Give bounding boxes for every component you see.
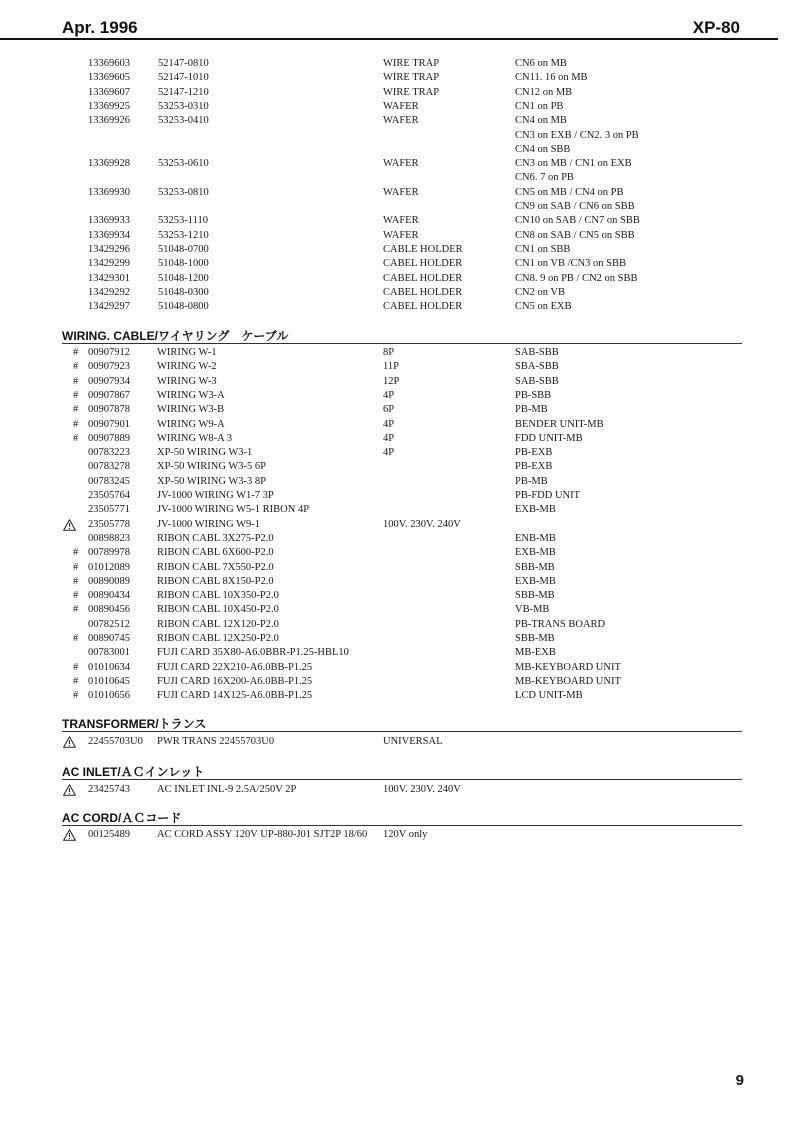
wiring-row [0,646,792,660]
part-code: 13369928 [88,158,130,170]
connector-row [0,157,792,171]
new-part-mark: # [73,347,79,358]
part-number: 52147-1210 [158,86,209,98]
new-part-mark: # [73,432,79,444]
part-location: CN12 on MB [515,86,573,98]
ac-inlet-section-title: AC INLET/ＡＣインレット [62,765,205,779]
part-spec: 4P [383,447,395,459]
part-description: CABEL HOLDER [383,272,463,284]
part-description: FUJI CARD 35X80-A6.0BBR-P1.25-HBL10 [157,647,349,659]
ac-cord-section-title: AC CORD/ＡＣコード [62,811,182,825]
part-description: FUJI CARD 14X125-A6.0BB-P1.25 [157,690,313,702]
connector-row [0,257,792,271]
part-code: 01010634 [88,661,130,673]
connector-row [0,200,792,214]
part-description: WAFER [383,229,419,241]
part-code: 00890456 [88,604,130,616]
part-location: CN1 on PB [515,100,564,112]
new-part-mark: # [73,547,79,559]
part-location: CN6. 7 on PB [515,172,574,184]
part-code: 13429301 [88,272,130,284]
part-description: FUJI CARD 16X200-A6.0BB-P1.25 [157,675,313,687]
part-connection: SBB-MB [515,633,555,644]
part-number: 53253-0410 [158,115,209,127]
connector-row [0,286,792,300]
part-location: CN5 on EXB [515,301,572,313]
part-code: 13369603 [88,58,130,69]
part-code: 00907923 [88,361,130,373]
part-spec: 6P [383,404,395,416]
wiring-row [0,460,792,474]
wiring-section-rule [62,343,742,344]
connector-row [0,86,792,100]
new-part-mark: # [73,690,79,702]
wiring-row [0,532,792,546]
connector-row [0,171,792,185]
part-code: 00907901 [88,418,130,430]
wiring-row [0,661,792,675]
part-description: WAFER [383,186,419,198]
part-description: WIRE TRAP [383,72,440,84]
part-connection: FDD UNIT-MB [515,432,583,444]
wiring-row [0,675,792,689]
ac-cord-code: 00125489 [88,829,130,840]
part-location: CN2 on VB [515,286,565,298]
part-number: 53253-0810 [158,186,209,198]
new-part-mark: # [73,661,79,673]
transformer-spec: UNIVERSAL [383,736,443,747]
part-code: 01012089 [88,561,130,573]
part-connection: SBA-SBB [515,361,559,373]
part-code: 13369605 [88,72,130,84]
part-code: 13429299 [88,258,130,270]
part-code: 23505771 [88,504,130,516]
part-code: 13369934 [88,229,130,241]
connector-row [0,300,792,314]
part-description: WIRING W-3 [157,375,217,387]
transformer-section-title: TRANSFORMER/トランス [62,717,207,731]
part-description: CABEL HOLDER [383,301,463,313]
part-code: 13369926 [88,115,130,127]
part-description: WAFER [383,215,419,227]
new-part-mark: # [73,389,79,401]
part-description: CABLE HOLDER [383,243,463,255]
header-rule [0,38,778,40]
part-description: XP-50 WIRING W3-1 [157,447,253,459]
part-description: JV-1000 WIRING W9-1 [157,518,261,530]
part-description: WIRE TRAP [383,86,440,98]
part-code: 00907867 [88,389,130,401]
part-number: 53253-0610 [158,158,209,170]
part-location: CN8 on SAB / CN5 on SBB [515,229,635,241]
part-number: 51048-0800 [158,301,209,313]
part-description: WIRING W-1 [157,347,217,358]
part-connection: EXB-MB [515,504,556,516]
wiring-row [0,475,792,489]
part-code: 00907934 [88,375,130,387]
part-code: 00907912 [88,347,130,358]
part-spec: 12P [383,375,400,387]
part-connection: EXB-MB [515,575,556,587]
part-number: 51048-1000 [158,258,209,270]
new-part-mark: # [73,361,79,373]
ac-inlet-code: 23425743 [88,784,130,795]
part-connection: SBB-MB [515,590,555,602]
wiring-row [0,518,792,532]
part-location: CN4 on SBB [515,143,571,155]
part-description: CABEL HOLDER [383,258,463,270]
part-description: WIRE TRAP [383,58,440,69]
part-description: WAFER [383,100,419,112]
wiring-row [0,689,792,703]
caution-triangle-icon [63,736,76,748]
wiring-row [0,375,792,389]
ac-inlet-row [0,783,792,797]
part-connection: PB-SBB [515,389,552,401]
part-code: 13429297 [88,301,130,313]
part-number: 51048-1200 [158,272,209,284]
ac-inlet-section-rule [62,779,742,780]
part-connection: SBB-MB [515,561,555,573]
part-number: 51048-0300 [158,286,209,298]
part-connection: MB-KEYBOARD UNIT [515,661,621,673]
wiring-row [0,503,792,517]
wiring-row [0,489,792,503]
ac-inlet-desc: AC INLET INL-9 2.5A/250V 2P [157,784,297,795]
ac-cord-spec: 120V only [383,829,428,840]
wiring-row [0,432,792,446]
part-connection: VB-MB [515,604,550,616]
part-number: 52147-0810 [158,58,209,69]
part-code: 00907878 [88,404,130,416]
part-connection: MB-KEYBOARD UNIT [515,675,621,687]
caution-triangle-icon [63,784,76,796]
part-code: 13429296 [88,243,130,255]
part-description: XP-50 WIRING W3-5 6P [157,461,266,473]
part-location: CN10 on SAB / CN7 on SBB [515,215,640,227]
wiring-section-title: WIRING. CABLE/ワイヤリング ケーブル [62,329,289,343]
part-code: 00890089 [88,575,130,587]
part-connection: PB-MB [515,404,548,416]
part-spec: 100V. 230V. 240V [383,518,461,530]
part-location: CN1 on SBB [515,243,571,255]
transformer-row [0,735,792,749]
part-code: 13429292 [88,286,130,298]
wiring-row [0,403,792,417]
wiring-row [0,618,792,632]
part-number: 53253-1110 [158,215,208,227]
part-connection: SAB-SBB [515,347,559,358]
part-description: XP-50 WIRING W3-3 8P [157,475,266,487]
part-spec: 11P [383,361,399,373]
connector-row [0,129,792,143]
part-number: 53253-1210 [158,229,209,241]
part-description: RIBON CABL 12X120-P2.0 [157,618,279,630]
connector-row [0,186,792,200]
part-number: 51048-0700 [158,243,209,255]
transformer-section-rule [62,731,742,732]
part-description: WAFER [383,115,419,127]
part-code: 13369925 [88,100,130,112]
header-model: XP-80 [692,18,740,37]
new-part-mark: # [73,404,79,416]
connector-row [0,272,792,286]
part-description: RIBON CABL 10X350-P2.0 [157,590,279,602]
part-connection: ENB-MB [515,532,556,544]
connector-row [0,143,792,157]
ac-cord-desc: AC CORD ASSY 120V UP-880-J01 SJT2P 18/60 [157,829,368,840]
part-code: 00783278 [88,461,130,473]
connector-row [0,71,792,85]
part-location: CN3 on MB / CN1 on EXB [515,158,632,170]
part-location: CN3 on EXB / CN2. 3 on PB [515,129,639,141]
new-part-mark: # [73,675,79,687]
part-connection: SAB-SBB [515,375,559,387]
wiring-row [0,360,792,374]
wiring-row [0,575,792,589]
wiring-row [0,346,792,360]
new-part-mark: # [73,418,79,430]
ac-inlet-spec: 100V. 230V. 240V [383,784,461,795]
part-spec: 4P [383,418,395,430]
part-description: RIBON CABL 3X275-P2.0 [157,532,274,544]
part-connection: PB-TRANS BOARD [515,618,606,630]
wiring-row [0,561,792,575]
part-code: 23505764 [88,490,130,501]
part-description: FUJI CARD 22X210-A6.0BB-P1.25 [157,661,313,673]
new-part-mark: # [73,575,79,587]
connector-row [0,100,792,114]
part-code: 01010645 [88,675,130,687]
connector-row [0,57,792,71]
part-spec: 4P [383,389,395,401]
part-description: CABEL HOLDER [383,286,463,298]
part-code: 00782512 [88,618,130,630]
new-part-mark: # [73,561,79,573]
ac-cord-row [0,828,792,842]
part-spec: 4P [383,432,395,444]
part-code: 00890434 [88,590,130,602]
wiring-row [0,418,792,432]
part-description: RIBON CABL 6X600-P2.0 [157,547,274,559]
part-code: 00907889 [88,432,130,444]
part-connection: BENDER UNIT-MB [515,418,604,430]
ac-cord-section-rule [62,825,742,826]
part-location: CN1 on VB /CN3 on SBB [515,258,626,270]
part-location: CN11. 16 on MB [515,72,588,84]
caution-triangle-icon [63,829,76,841]
part-code: 23505778 [88,518,130,530]
part-description: JV-1000 WIRING W1-7 3P [157,490,274,501]
part-code: 00783245 [88,475,130,487]
new-part-mark: # [73,633,79,644]
part-code: 13369607 [88,86,130,98]
part-location: CN6 on MB [515,58,567,69]
connector-row [0,214,792,228]
transformer-code: 22455703U0 [88,736,143,747]
part-connection: PB-FDD UNIT [515,490,581,501]
part-description: WIRING W8-A 3 [157,432,233,444]
page-number: 9 [735,1072,744,1089]
part-code: 13369930 [88,186,130,198]
part-description: RIBON CABL 8X150-P2.0 [157,575,274,587]
connector-row [0,114,792,128]
part-code: 00898823 [88,532,130,544]
part-connection: PB-EXB [515,461,553,473]
part-code: 00890745 [88,633,130,644]
wiring-row [0,589,792,603]
part-location: CN8. 9 on PB / CN2 on SBB [515,272,638,284]
part-connection: PB-MB [515,475,548,487]
part-code: 01010656 [88,690,130,702]
part-connection: LCD UNIT-MB [515,690,583,702]
part-location: CN9 on SAB / CN6 on SBB [515,201,635,212]
new-part-mark: # [73,604,79,616]
wiring-row [0,546,792,560]
part-location: CN4 on MB [515,115,567,127]
part-code: 00783001 [88,647,130,659]
part-connection: EXB-MB [515,547,556,559]
wiring-row [0,446,792,460]
part-code: 00789978 [88,547,130,559]
connector-row [0,243,792,257]
part-code: 13369933 [88,215,130,227]
new-part-mark: # [73,590,79,602]
new-part-mark: # [73,375,79,387]
part-description: RIBON CABL 10X450-P2.0 [157,604,279,616]
part-description: WIRING W9-A [157,418,225,430]
part-description: RIBON CABL 12X250-P2.0 [157,633,279,644]
part-number: 52147-1010 [158,72,209,84]
part-description: RIBON CABL 7X550-P2.0 [157,561,274,573]
connector-row [0,229,792,243]
header-date: Apr. 1996 [62,18,138,37]
part-description: WIRING W3-A [157,389,225,401]
part-connection: MB-EXB [515,647,556,659]
part-description: JV-1000 WIRING W5-1 RIBON 4P [157,504,310,516]
part-location: CN5 on MB / CN4 on PB [515,186,624,198]
part-description: WIRING W-2 [157,361,217,373]
part-spec: 8P [383,347,395,358]
transformer-desc: PWR TRANS 22455703U0 [157,736,275,747]
part-connection: PB-EXB [515,447,553,459]
part-description: WIRING W3-B [157,404,225,416]
part-description: WAFER [383,158,419,170]
wiring-row [0,603,792,617]
caution-triangle-icon [63,519,76,531]
wiring-row [0,389,792,403]
wiring-row [0,632,792,646]
part-number: 53253-0310 [158,100,209,112]
part-code: 00783223 [88,447,130,459]
